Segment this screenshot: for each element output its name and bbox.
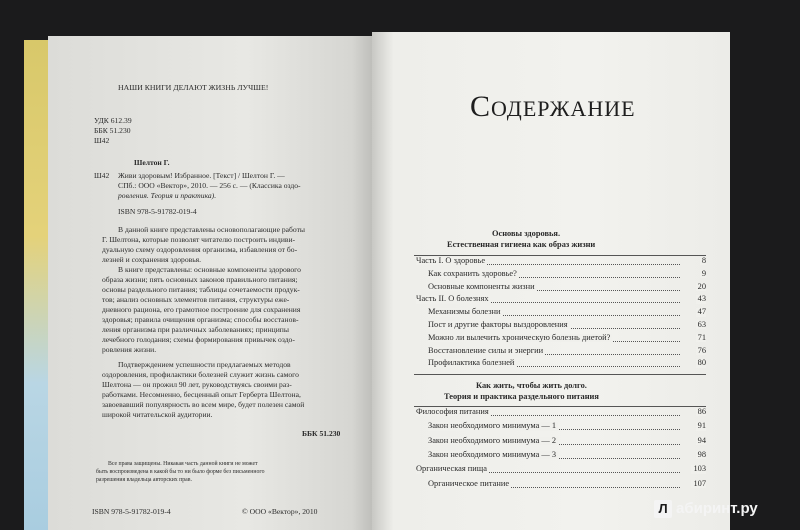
labirint-watermark [654, 500, 758, 518]
contents-title-rest: ОДЕРЖАНИЕ [491, 96, 636, 121]
toc-entry-page: 91 [697, 421, 706, 431]
section-title: Естественная гигиена как образ жизни [447, 240, 596, 249]
slogan: НАШИ КНИГИ ДЕЛАЮТ ЖИЗНЬ ЛУЧШЕ! [118, 83, 269, 92]
annotation-line: дневного рациона, его грамотное построение для сохранения [102, 305, 301, 314]
annotation-line: завоевавший популярность во всем мире, будет полезен самой [102, 400, 305, 409]
contents-title [470, 90, 636, 124]
toc-entry-label: Профилактика болезней [428, 358, 515, 368]
toc-entry-page: 43 [697, 294, 706, 304]
toc-entry-label: Закон необходимого минимума — 1 [428, 421, 557, 431]
annotation-line: оздоровления, профилактики болезней служит жизнь самого [102, 370, 299, 379]
toc-entry-label: Органическое питание [428, 478, 510, 488]
toc-entry-label: Органическая пища [416, 464, 487, 474]
toc-entry-page: 71 [697, 332, 706, 342]
annotation-line: ровления жизни. [102, 345, 157, 354]
annotation-line: работками. Несомненно, бесценный опыт Герберта Шелтона, [102, 390, 301, 399]
section-title: Теория и практика раздельного питания [444, 392, 599, 401]
copyright: © ООО «Вектор», 2010 [242, 507, 318, 516]
annotation-line: образа жизни; пять основных законов правильного питания; [102, 275, 298, 284]
record-code: Ш42 [94, 171, 110, 180]
annotation-line: Г. Шелтона, которые позволят читателю построить индиви- [102, 235, 296, 244]
toc-entry-page: 107 [693, 478, 706, 488]
toc-entry-label: Механизмы болезни [428, 307, 501, 317]
contents-title-cap: С [470, 90, 492, 123]
toc-entry-label: Как сохранить здоровье? [428, 268, 517, 278]
annotation-line: ления организма при различных заболеваниях; принципы [102, 325, 289, 334]
toc-entry-page: 8 [701, 256, 706, 265]
divider [414, 374, 706, 375]
toc-entry-label: Философия питания [416, 407, 489, 416]
watermark-text: абиринт.ру [676, 500, 758, 517]
annotation-line: В данной книге представлены основополагающие работы [118, 225, 305, 234]
toc-entry-label: Пост и другие факторы выздоровления [428, 320, 568, 329]
isbn: ISBN 978-5-91782-019-4 [118, 207, 197, 216]
toc-entry-page: 103 [693, 464, 706, 474]
annotation-line: тов; анализ основных элементов питания, структуры еже- [102, 295, 290, 304]
annotation-line: основы раздельного питания; таблицы сочетаемости продук- [102, 285, 300, 294]
toc-entry-page: 76 [697, 345, 706, 355]
isbn-bottom: ISBN 978-5-91782-019-4 [92, 507, 171, 516]
toc-entry-page: 20 [697, 281, 706, 291]
section-title: Основы здоровья. [492, 229, 561, 238]
annotation-line: Подтверждением успешности предлагаемых методов [118, 360, 291, 369]
annotation-line: дуальную схему оздоровления организма, избавления от бо- [102, 245, 298, 254]
annotation-line: В книге представлены: основные компоненты здорового [118, 265, 301, 274]
toc-entry-label: Можно ли вылечить хроническую болезнь диетой? [428, 332, 611, 342]
annotation-line: Шелтона — он прожил 90 лет, руководствуясь своими раз- [102, 380, 292, 389]
toc-entry-page: 63 [697, 320, 706, 329]
annotation-line: широкой читательской аудитории. [102, 410, 213, 419]
toc-entry-label: Закон необходимого минимума — 3 [428, 449, 557, 459]
udk-code: УДК 612.39 [94, 116, 132, 125]
toc-entry-page: 9 [701, 268, 706, 278]
bbk-code: ББК 51.230 [94, 126, 131, 135]
record-line: ровления. Теория и практика). [118, 191, 217, 200]
record-line: СПб.: ООО «Вектор», 2010. — 256 с. — (Классика оздо- [118, 181, 301, 190]
section-title: Как жить, чтобы жить долго. [476, 381, 587, 390]
toc-entry-label: Часть I. О здоровье [416, 256, 486, 265]
toc-entry-label: Часть II. О болезнях [416, 294, 489, 304]
toc-entry-label: Восстановление силы и энергии [428, 345, 544, 355]
toc-entry-page: 80 [697, 358, 706, 368]
labirint-logo-icon: Л [654, 500, 672, 518]
rights-line: Все права защищены. Никакая часть данной книги не может [108, 461, 258, 467]
annotation-line: лечебного голодания; схемы формирования привычек оздо- [102, 335, 295, 344]
toc-entry-label: Закон необходимого минимума — 2 [428, 435, 557, 445]
toc-entry-page: 94 [697, 435, 706, 445]
toc-entry-label: Основные компоненты жизни [428, 281, 535, 291]
toc-entry-page: 98 [697, 449, 706, 459]
toc-entry-page: 86 [697, 407, 706, 416]
annotation-line: здоровья; правила очищения организма; способы восстанов- [102, 315, 299, 324]
bbk-right: ББК 51.230 [302, 429, 341, 438]
annotation-line: лезней и сохранения здоровья. [102, 255, 202, 264]
rights-line: разрешения владельца авторских прав. [96, 477, 192, 483]
toc-entry-page: 47 [697, 307, 706, 317]
record-line: Живи здоровым! Избранное. [Текст] / Шелтон Г. — [118, 171, 285, 180]
rights-line: быть воспроизведена в какой бы то ни было форме без письменного [96, 469, 265, 475]
author-code: Ш42 [94, 136, 110, 145]
author-name: Шелтон Г. [134, 158, 170, 167]
